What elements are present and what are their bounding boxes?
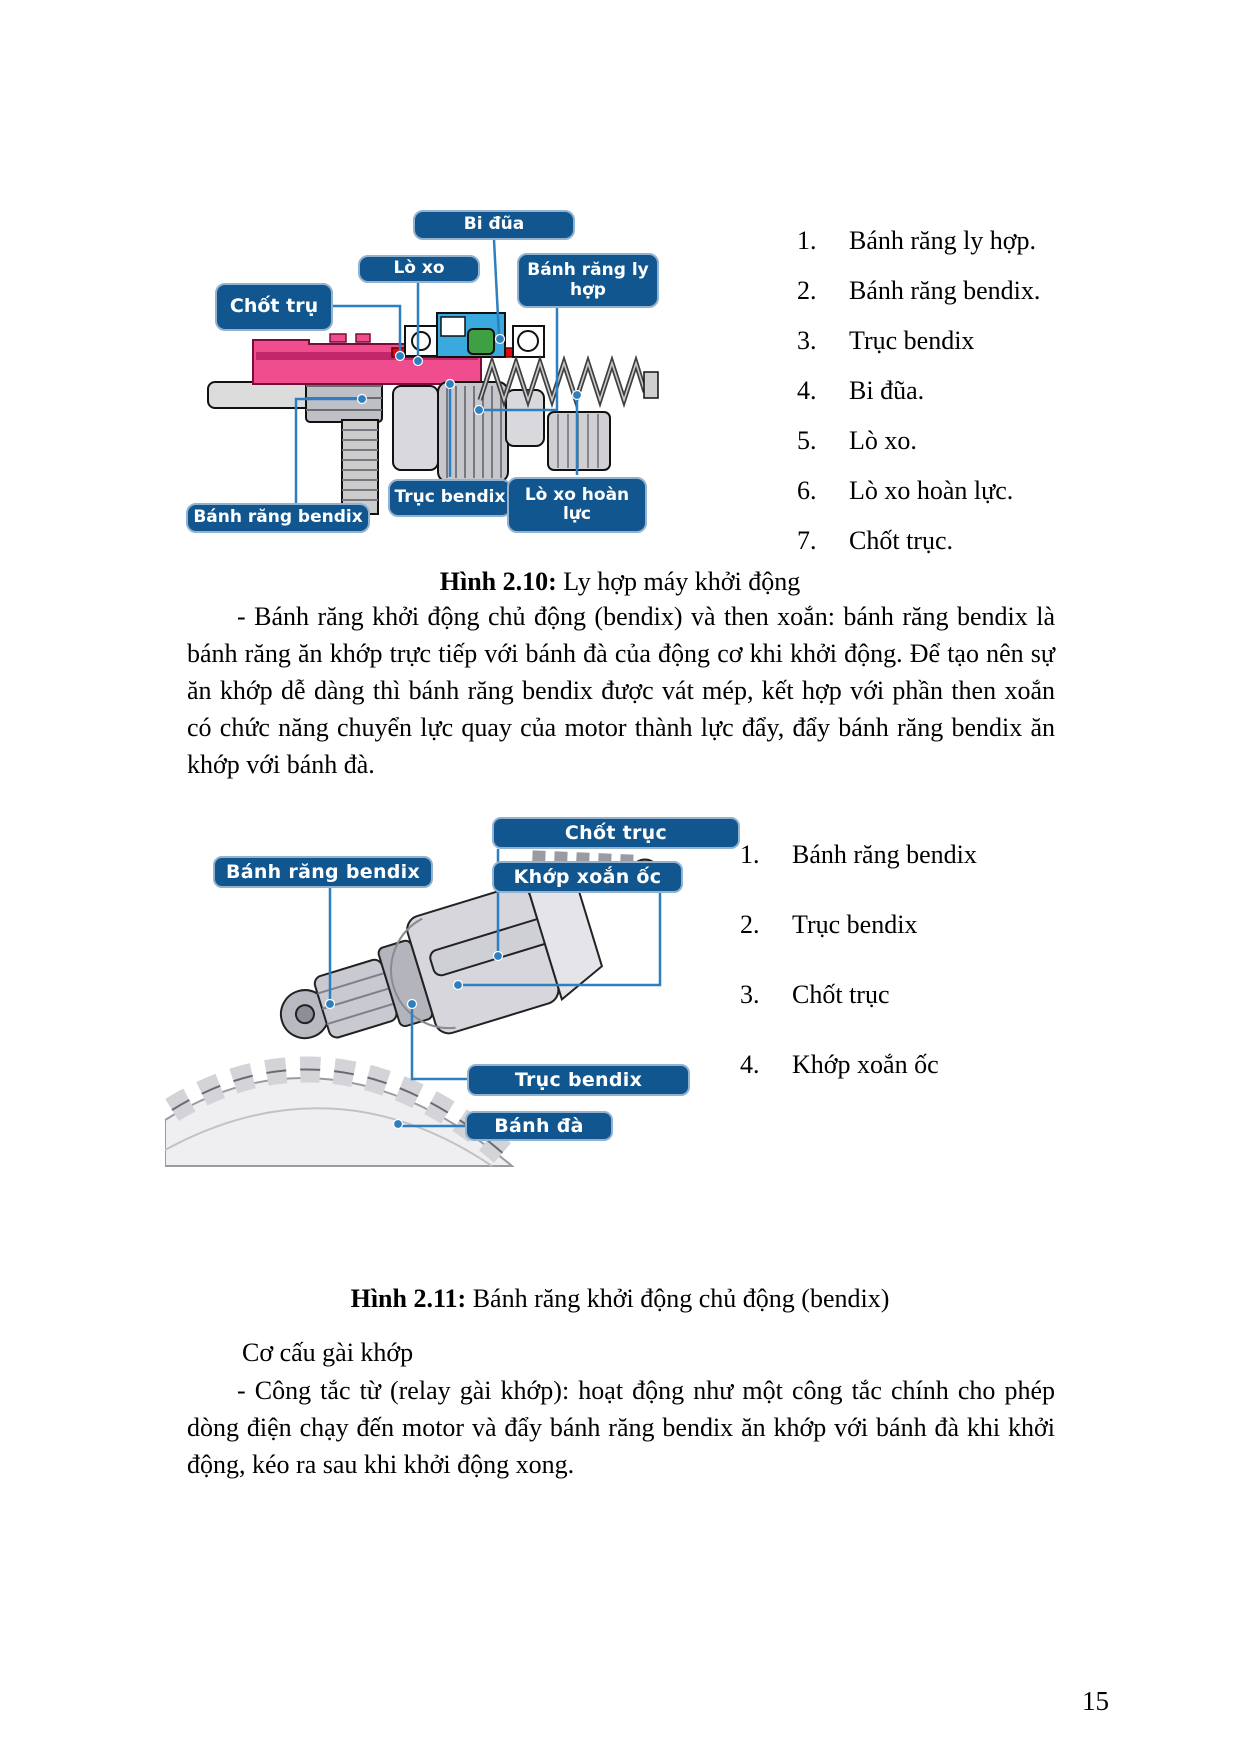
page-number: 15 <box>1082 1686 1109 1716</box>
paragraph-bendix: - Bánh răng khởi động chủ động (bendix) và then xoắn: bánh răng bendix là bánh răng ăn khớp trực tiếp với bánh đà của động cơ khi khởi động. Để tạo nên sự ăn khớp dễ dàng thì bánh răng bendix được vát mép, kết hợp với phần then xoắn có chức năng chuyển lực quay của motor thành lực đẩy, đẩy bánh răng bendix ăn khớp với bánh đà. <box>187 602 1055 779</box>
callout-label-lo-xo: Lò xo <box>358 255 480 283</box>
callout-dot <box>475 406 484 415</box>
callout-dot <box>446 380 455 389</box>
callout-dot <box>394 1120 403 1129</box>
green-roller <box>468 329 494 354</box>
callout-label-banh-rang-bendix: Bánh răng bendix <box>186 503 370 533</box>
callout-dot <box>396 352 405 361</box>
legend-item: 3. Trục bendix <box>797 326 975 355</box>
callout-dot <box>494 952 503 961</box>
cylinder-1 <box>393 386 438 470</box>
callout-label-khop-xoan-oc: Khớp xoắn ốc <box>492 861 683 893</box>
figure-2-10 <box>0 0 1240 560</box>
callout-dot <box>454 981 463 990</box>
callout-dot <box>408 1000 417 1009</box>
legend-item: 4. Bi đũa. <box>797 376 925 405</box>
legend-item: 1. Bánh răng bendix <box>740 840 977 869</box>
section-heading: Cơ cấu gài khớp <box>242 1338 414 1367</box>
legend-item: 5. Lò xo. <box>797 426 917 455</box>
callout-label-truc-bendix: Trục bendix <box>388 479 512 517</box>
callout-label-truc-bendix: Trục bendix <box>467 1064 690 1096</box>
figure-2-10-caption: Hình 2.10: Ly hợp máy khởi động <box>439 567 801 596</box>
figure-2-11-caption: Hình 2.11: Bánh răng khởi động chủ động (bendix) <box>350 1284 890 1313</box>
callout-dot <box>414 357 423 366</box>
figure-2-10-legend <box>797 226 1040 576</box>
callout-label-banh-da: Bánh đà <box>465 1111 613 1141</box>
legend-item: 7. Chốt trục. <box>797 526 953 555</box>
legend-item: 3. Chốt trục <box>740 980 890 1009</box>
figure-2-11 <box>0 800 1240 1180</box>
callout-label-banh-rang-ly-hop: Bánh răng ly hợp <box>517 253 659 308</box>
callout-label-banh-rang-bendix: Bánh răng bendix <box>213 856 433 888</box>
paragraph-relay: - Công tắc từ (relay gài khớp): hoạt động như một công tắc chính cho phép dòng điện chạy đến motor và đẩy bánh răng bendix ăn khớp với bánh đà khi khởi động, kéo ra sau khi khởi động xong. <box>187 1376 1055 1479</box>
legend-item: 2. Bánh răng bendix. <box>797 276 1041 305</box>
legend-item: 4. Khớp xoắn ốc <box>740 1050 939 1079</box>
legend-item: 2. Trục bendix <box>740 910 918 939</box>
figure-2-11-legend <box>740 840 977 1120</box>
flywheel-art <box>165 1069 512 1166</box>
callout-dot <box>358 395 367 404</box>
callout-label-chot-tru: Chốt trụ <box>215 283 333 331</box>
callout-dot <box>326 1000 335 1009</box>
legend-item: 1. Bánh răng ly hợp. <box>797 226 1037 255</box>
callout-dot <box>573 391 582 400</box>
callout-label-bi-dua: Bi đũa <box>413 210 575 240</box>
legend-item: 6. Lò xo hoàn lực. <box>797 476 1014 505</box>
callout-label-lo-xo-hoan-luc: Lò xo hoàn lực <box>507 477 647 533</box>
callout-dot <box>496 335 505 344</box>
callout-label-chot-truc: Chốt trục <box>492 817 740 849</box>
